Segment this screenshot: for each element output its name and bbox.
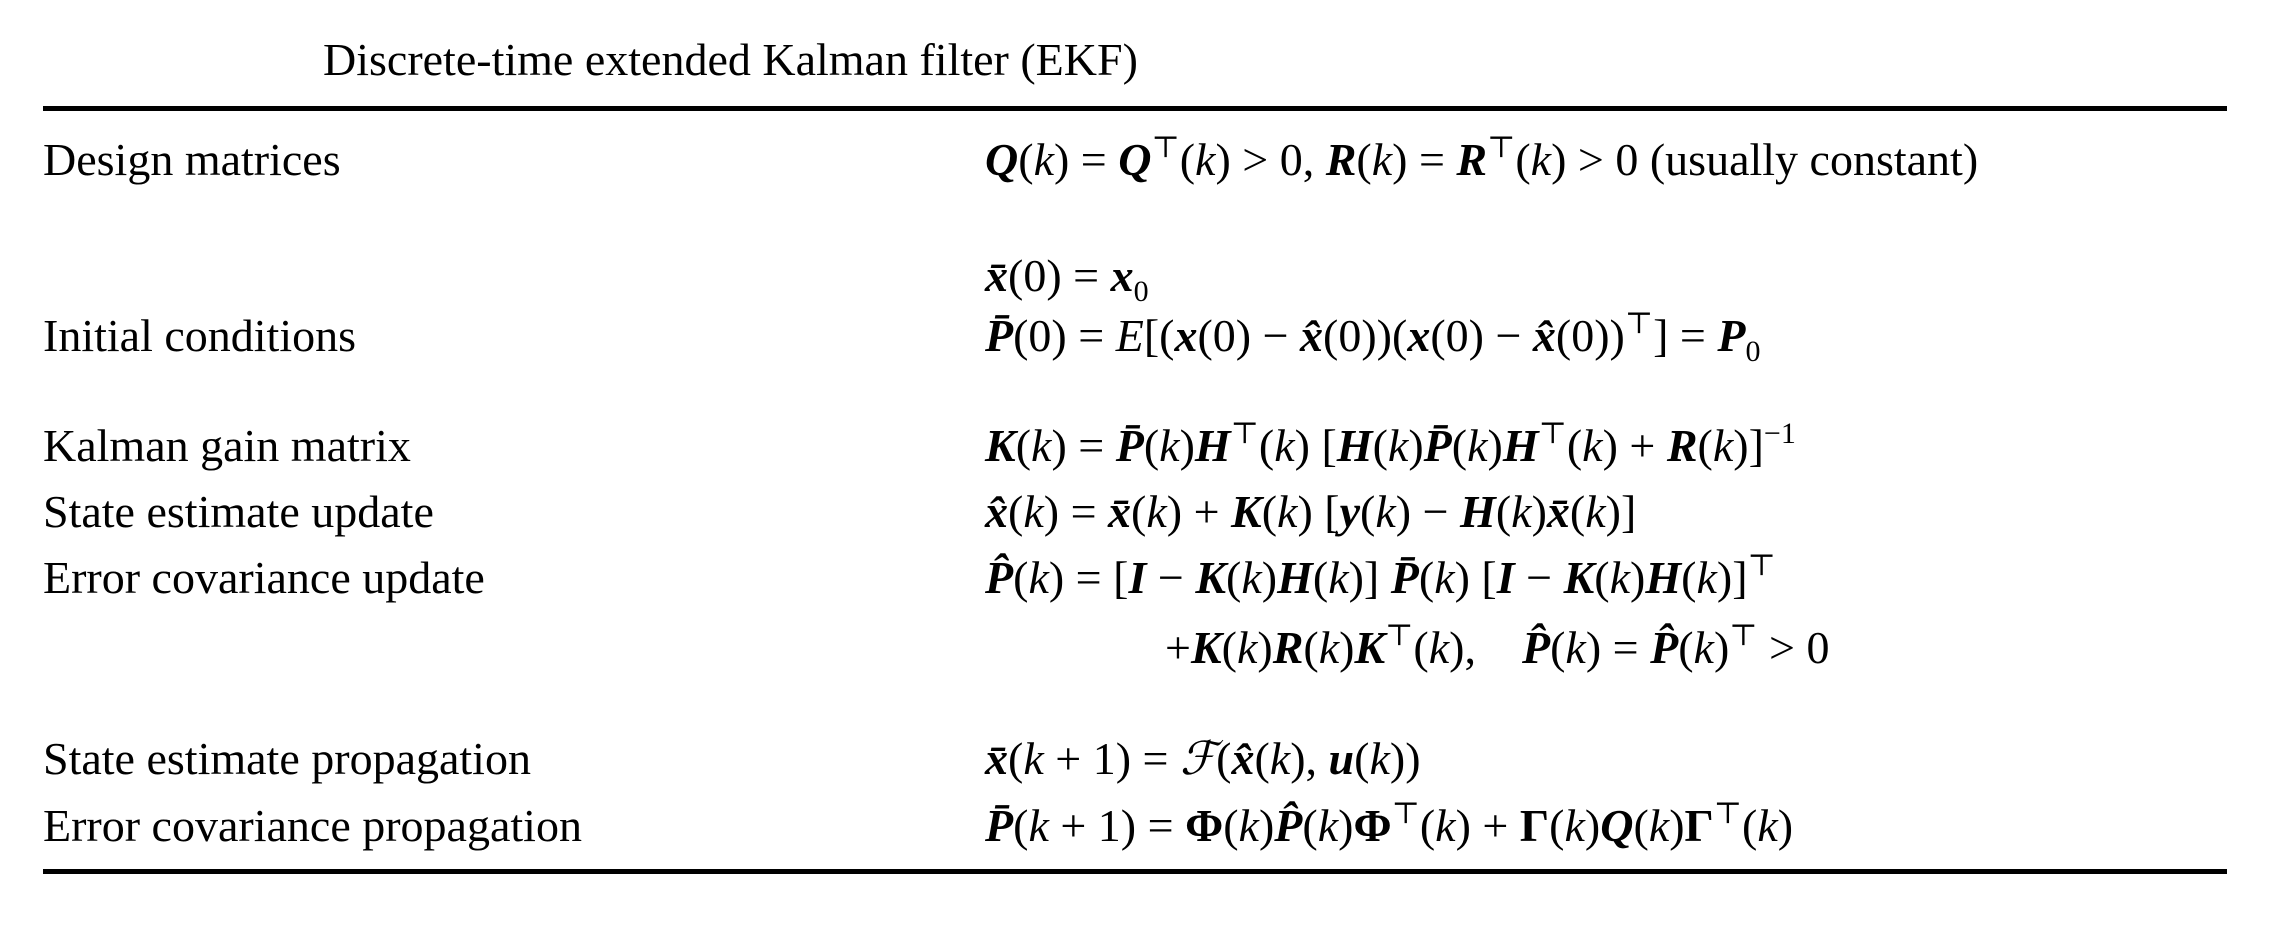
equation-kalman-gain: K(k) = P̄(k)H⊤(k) [H(k)P̄(k)H⊤(k) + R(k)]$^{-1}$: [985, 417, 1796, 471]
table-title: Discrete-time extended Kalman filter (EKF): [323, 34, 1138, 85]
top-rule: [43, 106, 2227, 111]
bottom-rule: [43, 869, 2227, 874]
row-label-state-propagation: State estimate propagation: [43, 733, 531, 784]
equation-state-propagation: x̄(k + 1) = ℱ(x̂(k), u(k)): [985, 733, 1421, 784]
row-label-state-update: State estimate update: [43, 486, 434, 537]
design-matrices-note: (usually constant): [1649, 134, 1979, 185]
equation-state-update: x̂(k) = x̄(k) + K(k) [y(k) − H(k)x̄(k)]: [985, 486, 1637, 537]
row-label-covariance-update: Error covariance update: [43, 552, 485, 603]
equation-design-matrices: Q(k) = Q⊤(k) > 0, R(k) = R⊤(k) > 0 (usually constant): [985, 131, 1979, 185]
row-label-covariance-propagation: Error covariance propagation: [43, 800, 582, 851]
equation-covariance-propagation: P̄(k + 1) = Φ(k)P̂(k)Φ⊤(k) + Γ(k)Q(k)Γ⊤(k): [985, 797, 1794, 851]
row-label-initial-conditions: Initial conditions: [43, 310, 357, 361]
equation-covariance-update-line2: +K(k)R(k)K⊤(k), P̂(k) = P̂(k)⊤ > 0: [1165, 619, 1830, 673]
equation-initial-covariance: P̄(0) = E[(x(0) − x̂(0))(x(0) − x̂(0))⊤] = $P_0$: [985, 307, 1761, 368]
row-label-kalman-gain: Kalman gain matrix: [43, 420, 411, 471]
equation-initial-state: x̄(0) = $x_0$: [985, 250, 1149, 308]
row-label-design-matrices: Design matrices: [43, 134, 341, 185]
equation-covariance-update-line1: P̂(k) = [I − K(k)H(k)] P̄(k) [I − K(k)H(k)]⊤: [985, 549, 1776, 603]
